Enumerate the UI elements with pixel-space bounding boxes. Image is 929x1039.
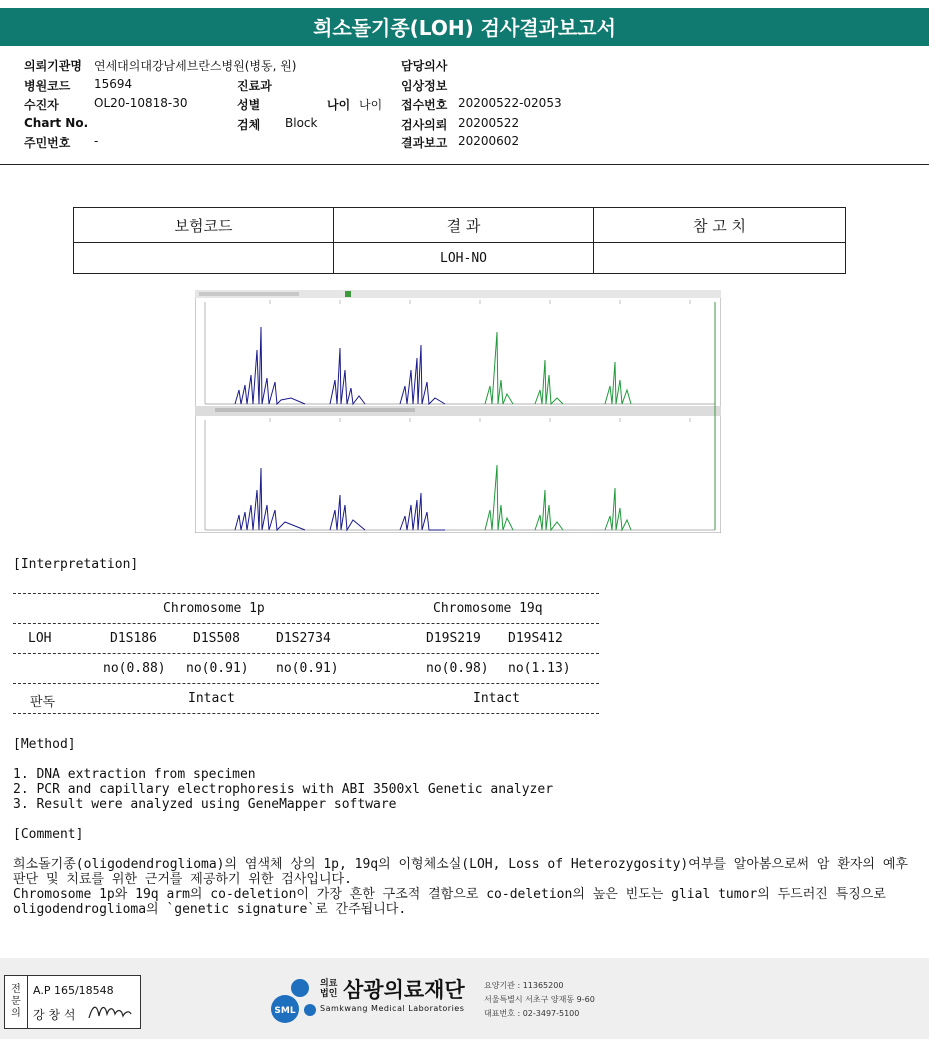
info-institution (24, 57, 297, 74)
specimen-value: Block (285, 116, 318, 130)
interpretation-heading: [Interpretation] (13, 557, 139, 572)
specialist-label-text: 전문의 (11, 984, 21, 1019)
org-prefix (320, 979, 337, 999)
chart-label: Chart No. (24, 116, 89, 130)
info-age (327, 96, 383, 113)
institution-value: 연세대의대강남세브란스병원(병동, 원) (94, 59, 297, 73)
info-hospital-code (24, 77, 133, 94)
value-d19s412: no(1.13) (508, 661, 571, 676)
value-d1s508: no(0.91) (186, 661, 249, 676)
hospital-code-value: 15694 (94, 77, 133, 91)
method-line-3: 3. Result were analyzed using GeneMapper software (13, 797, 397, 812)
receipt-value: 20200522-02053 (458, 96, 562, 110)
divider (13, 683, 599, 684)
info-collector (24, 96, 188, 113)
info-sex (237, 96, 260, 113)
collector-value: OL20-10818-30 (94, 96, 188, 110)
divider (13, 713, 599, 714)
signature-box (4, 975, 141, 1029)
sex-label: 성별 (237, 98, 261, 112)
report-label: 결과보고 (401, 136, 448, 150)
receipt-label: 접수번호 (401, 98, 448, 112)
request-value: 20200522 (458, 116, 520, 130)
collector-label: 수진자 (24, 98, 59, 112)
request-label: 검사의뢰 (401, 118, 448, 132)
info-report (401, 134, 520, 151)
chromosome-19q-label: Chromosome 19q (433, 601, 543, 616)
org-prefix-2: 법인 (320, 989, 338, 999)
marker-d19s219: D19S219 (426, 631, 481, 646)
report-value: 20200602 (458, 134, 520, 148)
value-d1s186: no(0.88) (103, 661, 166, 676)
comment-paragraph-1: 희소돌기종(oligodendroglioma)의 염색체 상의 1p, 19q의 이형체소실(LOH, Loss of Heterozygosity)여부를 알아봄으로써 암 환자의 예후 판단 및 치료를 위한 근거를 제공하기 위한 검사입니다. (13, 857, 908, 887)
age-value: 나이 (359, 98, 383, 112)
specimen-label: 검체 (237, 118, 261, 132)
method-line-2: 2. PCR and capillary electrophoresis with ABI 3500xl Genetic analyzer (13, 782, 554, 797)
marker-d19s412: D19S412 (508, 631, 563, 646)
resident-label: 주민번호 (24, 136, 71, 150)
sml-logo-icon (270, 976, 320, 1026)
loh-label: LOH (28, 631, 52, 646)
judgement-label: 판독 (30, 695, 56, 710)
value-d19s219: no(0.98) (426, 661, 489, 676)
divider (13, 653, 599, 654)
header-insurance-code: 보험코드 (74, 208, 334, 243)
resident-value: - (94, 134, 99, 148)
care-code: 요양기관 : 11365200 (484, 981, 564, 990)
info-request (401, 116, 520, 133)
chromosome-1p-label: Chromosome 1p (163, 601, 265, 616)
insurance-table (73, 207, 846, 274)
info-doctor (401, 57, 447, 74)
info-specimen (237, 116, 318, 133)
comment-heading: [Comment] (13, 827, 84, 842)
phone: 대표번호 : 02-3497-5100 (484, 1009, 580, 1018)
org-prefix-1: 의료 (320, 979, 338, 989)
marker-d1s2734: D1S2734 (276, 631, 331, 646)
institution-label: 의뢰기관명 (24, 59, 82, 73)
org-name: 삼광의료재단 (343, 978, 465, 1002)
doctor-name: 강 창 석 (33, 1008, 76, 1022)
method-line-1: 1. DNA extraction from specimen (13, 767, 256, 782)
info-clinical (401, 77, 447, 94)
header-separator (0, 164, 929, 165)
divider (13, 623, 599, 624)
specialist-label (5, 976, 28, 1028)
org-name-en: Samkwang Medical Laboratories (320, 1004, 465, 1013)
report-title: 희소돌기종(LOH) 검사결과보고서 (0, 8, 929, 46)
logo-text: SML (274, 1006, 296, 1016)
info-department (237, 77, 272, 94)
info-chart (24, 116, 88, 130)
header-result: 결 과 (334, 208, 594, 243)
header-reference: 참 고 치 (594, 208, 846, 243)
marker-d1s508: D1S508 (193, 631, 240, 646)
address: 서울특별시 서초구 양재동 9-60 (484, 995, 595, 1004)
info-receipt (401, 96, 562, 113)
cell-insurance-code (74, 243, 334, 274)
cell-reference (594, 243, 846, 274)
cell-result: LOH-NO (334, 243, 594, 274)
age-label: 나이 (327, 98, 351, 112)
value-d1s2734: no(0.91) (276, 661, 339, 676)
signature-image (87, 1000, 133, 1022)
license-number: A.P 165/18548 (33, 984, 114, 997)
comment-paragraph-2: Chromosome 1p와 19q arm의 co-deletion이 가장 흔한 구조적 결함으로 co-deletion의 높은 빈도는 glial tumor의 두드러진 특징으로 oligodendroglioma의 `genetic signature`로 간주됩니다. (13, 887, 886, 917)
judgement-19q: Intact (473, 691, 520, 706)
doctor-label: 담당의사 (401, 59, 448, 73)
info-resident (24, 134, 99, 151)
electropherogram-image (195, 290, 721, 533)
department-label: 진료과 (237, 79, 272, 93)
hospital-code-label: 병원코드 (24, 79, 71, 93)
marker-d1s186: D1S186 (110, 631, 157, 646)
divider (13, 593, 599, 594)
judgement-1p: Intact (188, 691, 235, 706)
method-heading: [Method] (13, 737, 76, 752)
clinical-label: 임상정보 (401, 79, 448, 93)
